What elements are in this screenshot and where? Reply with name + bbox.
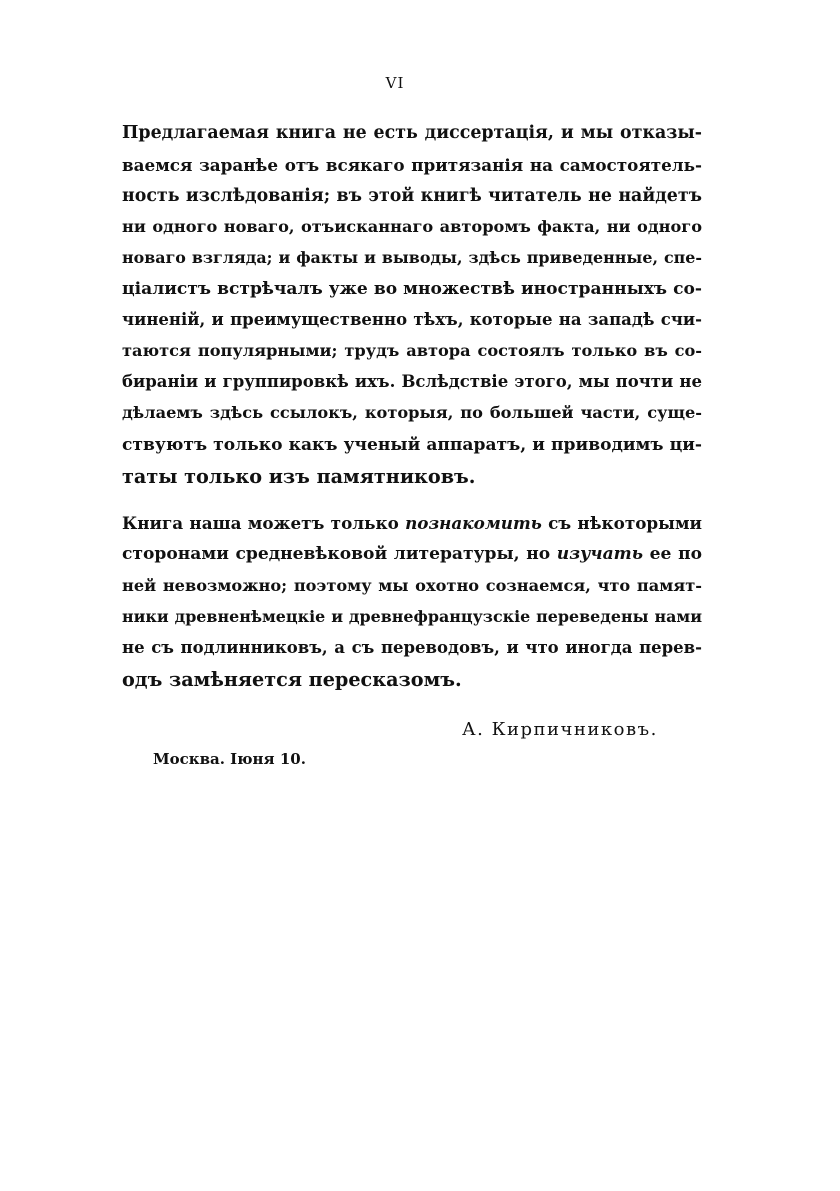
text-run: съ нѣкоторыми [541, 513, 702, 533]
emphasized-word: изучать [556, 544, 644, 564]
paragraph1-line: ность изслѣдованія; въ этой книгѣ читатель не найдетъ [122, 186, 702, 206]
place-date: Москва. Іюня 10. [153, 750, 306, 768]
paragraph1-line: чиненій, и преимущественно тѣхъ, которые на западѣ счи- [122, 310, 702, 329]
text-run: ее по [643, 544, 702, 564]
paragraph1-line: бираніи и группировкѣ ихъ. Вслѣдствіе этого, мы почти не [122, 372, 702, 391]
paragraph2-line [122, 511, 702, 535]
paragraph1-line: таются популярными; трудъ автора состоялъ только въ со- [122, 341, 702, 360]
paragraph1-line: новаго взгляда; и факты и выводы, здѣсь приведенные, спе- [122, 248, 702, 267]
paragraph2-line: одъ замѣняется пересказомъ. [122, 668, 462, 691]
paragraph1-line: ни одного новаго, отъисканнаго авторомъ факта, ни одного [122, 217, 702, 236]
paragraph1-line: ціалистъ встрѣчалъ уже во множествѣ иностранныхъ со- [122, 279, 702, 299]
paragraph2-line: ники древненѣмецкіе и древнефранцузскіе переведены нами [122, 607, 702, 626]
paragraph2-line: не съ подлинниковъ, а съ переводовъ, и что иногда перев- [122, 638, 702, 657]
emphasized-word: познакомить [405, 513, 542, 533]
paragraph1-line: ствуютъ только какъ ученый аппаратъ, и приводимъ ци- [122, 435, 702, 455]
paragraph1-line: таты только изъ памятниковъ. [122, 465, 476, 488]
paragraph1-line: ваемся заранѣе отъ всякаго притязанія на самостоятель- [122, 155, 702, 175]
paragraph1-line: Предлагаемая книга не есть диссертація, и мы отказы- [122, 123, 702, 143]
paragraph2-line [122, 542, 702, 566]
paragraph1-line: дѣлаемъ здѣсь ссылокъ, которыя, по большей части, суще- [122, 403, 702, 422]
text-run: сторонами средневѣковой литературы, но [122, 544, 557, 564]
text-run: Книга наша можетъ только [122, 513, 406, 533]
paragraph2-line: ней невозможно; поэтому мы охотно сознаемся, что памят- [122, 576, 702, 595]
author-signature: А. Кирпичниковъ. [462, 719, 658, 740]
page-number: VI [385, 74, 405, 92]
